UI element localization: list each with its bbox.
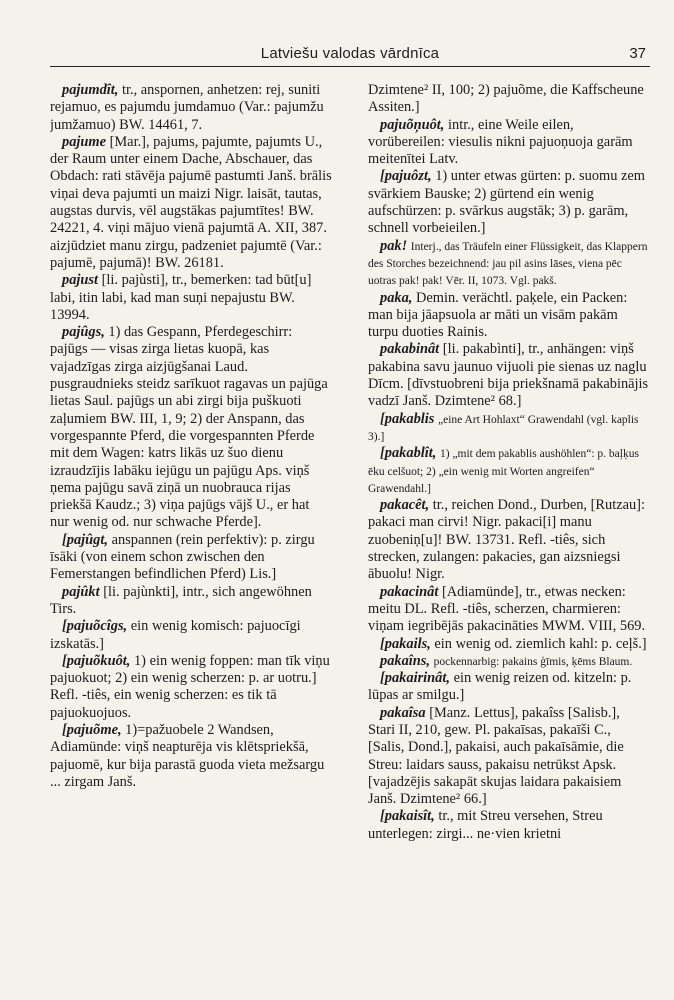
entry-text: 1) unter etwas gürten: p. suomu zem svārkiem Bauske; 2) gürtend ein wenig aufschürzen: p. svārkus augstāk; 3) p. garām, schnell vorbeieilen.]: [368, 168, 645, 237]
entry-headword: [pakairinât,: [380, 670, 450, 687]
entry-text: [li. pajùsti], tr., bemerken: tad būt[u] labi, itin labi, kad man suņi nepajustu BW. 13994.: [50, 272, 312, 323]
entry-text: ein wenig reizen od. kitzeln: p. lūpas ar smilgu.]: [368, 670, 632, 704]
entry-text: 1) ein wenig foppen: man tīk viņu pajuokuot; 2) ein wenig scherzen: p. ar uotru.] Refl. -tiês, ein wenig scherzen: es tik tā pajuokuojuos.: [50, 652, 330, 721]
dictionary-entry: [50, 532, 332, 584]
dictionary-entry: [50, 722, 332, 791]
entry-text: „eine Art Hohlaxt“ Grawendahl (vgl. kaplis 3).]: [368, 413, 639, 443]
dictionary-entry: [368, 584, 650, 636]
text-columns: [50, 82, 650, 994]
entry-headword: pakabinât: [380, 341, 440, 358]
entry-headword: [pajuôzt,: [380, 168, 432, 185]
right-column: [368, 82, 650, 994]
entry-headword: [pajuõcîgs,: [62, 618, 128, 635]
dictionary-entry: [368, 705, 650, 809]
dictionary-entry: [368, 636, 650, 653]
entry-text: tr., reichen Dond., Durben, [Rutzau]: pakaci man cirvi! Nigr. pakaci[i] manu zuobeniņ[u]! BW. 13731. Refl. -tiês, sich strecken, zulangen: pakacies, gan aizsniegsi ābuolu! Nigr.: [368, 497, 645, 583]
dictionary-entry: [50, 272, 332, 324]
entry-headword: pakacêt,: [380, 497, 430, 514]
entry-text: tr., anspornen, anhetzen: rej, suniti rejamuo, es pajumdu jumdamuo (Var.: pajumžu jumžamuo) BW. 14461, 7.: [50, 82, 324, 133]
entry-headword: pakaîns,: [380, 652, 430, 669]
page-number: 37: [629, 45, 646, 62]
entry-headword: [pakablis: [380, 410, 435, 427]
dictionary-entry: [368, 341, 650, 410]
entry-headword: pak!: [380, 237, 408, 254]
entry-text: [li. pajùnkti], intr., sich angewöhnen Tirs.: [50, 583, 312, 617]
entry-text: 1) „mit dem pakablis aushöhlen“: p. baļķus ēku celšuot; 2) „ein wenig mit Worten angreifen“ Grawendahl.]: [368, 448, 639, 495]
dictionary-entry: [368, 411, 650, 446]
dictionary-entry: [50, 324, 332, 532]
entry-headword: [pakails,: [380, 635, 431, 652]
entry-text: [li. pakabìnti], tr., anhängen: viņš pakabina savu jaunuo vijuoli pie sienas uz naglu Dīcm. [dīvstuobreni bija priekšnamā pakabinājis vadzī Janš. Dzimtene² 68.]: [368, 341, 649, 410]
entry-text: Dzimtene² II, 100; 2) pajuõme, die Kaffscheune Assiten.]: [368, 82, 644, 116]
entry-text: intr., eine Weile eilen, vorübereilen: viesulis nikni pajuoņuoja garām meitenītei Latv.: [368, 116, 633, 168]
entry-headword: [pakablît,: [380, 445, 437, 462]
entry-headword: [pajûgt,: [62, 531, 108, 548]
entry-headword: pajume: [62, 133, 106, 150]
entry-headword: pajuõņuôt,: [380, 116, 445, 133]
entry-text: pockennarbig: pakains ģīmis, ķēms Blaum.: [433, 655, 633, 668]
entry-text: Interj., das Träufeln einer Flüssigkeit, das Klappern des Storches bezeichnend: jau pil asins lāses, viena pēc uotras pak! pak! Vēr. II, 1073. Vgl. pakš.: [368, 240, 648, 288]
entry-text: [Manz. Lettus], pakaîss [Salisb.], Stari II, 210, gew. Pl. pakaīsas, pakaīši C., [Salis, Dond.], pakaisi, auch pakaīsāmie, die Streu: laidars sauss, pakaisu netrūkst Apsk. [vajadzējis sakapāt skujas laidara pakaisiem Janš. Dzimtene² 66.]: [368, 704, 624, 808]
page-header: [50, 44, 650, 67]
dictionary-entry: [50, 653, 332, 722]
entry-headword: pajumdît,: [62, 82, 119, 98]
dictionary-entry: [50, 584, 332, 619]
entry-text: ein wenig komisch: pajuocīgi izskatās.]: [50, 618, 301, 652]
entry-headword: paka,: [380, 289, 413, 306]
dictionary-entry: [368, 82, 650, 117]
dictionary-entry: [368, 117, 650, 169]
entry-headword: pakaîsa: [380, 704, 426, 721]
entry-headword: [pakaisît,: [380, 808, 435, 825]
dictionary-entry: [368, 238, 650, 290]
entry-headword: pajûkt: [62, 583, 100, 600]
running-title: Latviešu valodas vārdnīca: [260, 45, 440, 62]
entry-text: anspannen (rein perfektiv): p. zirgu īsāki (von einem schon zwischen den Femerstangen befindlichen Pferd) Lis.]: [50, 531, 315, 583]
entry-headword: [pajuõkuôt,: [62, 652, 131, 669]
dictionary-entry: [50, 82, 332, 134]
entry-headword: [pajuõme,: [62, 721, 122, 738]
dictionary-entry: [368, 497, 650, 583]
dictionary-entry: [368, 653, 650, 670]
entry-text: [Mar.], pajums, pajumte, pajumts U., der Raum unter einem Dache, Abschauer, das Obdach: rati stāvēja pajumē pastumti Janš. brālis viņai deva pajumti un maizi Nigr. laisāt, tautas, augstas durvis, vēl augstākas pajumtītes! BW. 24221, 4. viņi mājuo vienā pajumtā A. XII, 387. aizjūdziet manu zirgu, padzeniet pajumtē (Var.: pajumē, pajumā)! BW. 26181.: [50, 133, 332, 271]
entry-headword: pajust: [62, 272, 98, 289]
entry-text: 1) das Gespann, Pferdegeschirr: pajūgs — visas zirga lietas kuopā, kas vajadzīgas zirga aizjūgšanai Laud. pusgraudnieks steidz sarīkuot ragavas un pajūga lietas Saul. pajūgs un abi zirgi bija puškuoti zaļumiem BW. III, 1, 9; 2) der Anspann, das vorgespannte Pferd, die vorgespannten Pferde mit dem Wagen: katrs likās uz šuo dienu izraudzījis labāku iejūgu un pajūgu Aps. viņš ņema pajūgu savā ziņā un nuobrauca rijas priekšā Kaudz.; 3) viņa pajūgs vājš U., er hat nur wenig od. nur schwache Pferde].: [50, 324, 328, 531]
entry-text: [Adiamünde], tr., etwas necken: meitu DL. Refl. -tiês, scherzen, charmieren: viņam iegribējās pakacināties MWM. VIII, 569.: [368, 583, 646, 635]
left-column: [50, 82, 332, 994]
entry-text: Demin. verächtl. paķele, ein Packen: man bija jāapsuola ar māti un visām pakām turpu duoties Rainis.: [368, 289, 628, 341]
entry-text: ein wenig od. ziemlich kahl: p. ceļš.]: [434, 635, 647, 652]
dictionary-entry: [50, 618, 332, 653]
entry-text: tr., mit Streu versehen, Streu unterlegen: zirgi... ne·vien krietni: [368, 808, 603, 842]
entry-headword: pakacinât: [380, 583, 439, 600]
dictionary-entry: [368, 445, 650, 497]
entry-text: 1)=pažuobele 2 Wandsen, Adiamünde: viņš neapturēja vis klētspriekšā, pajuomē, kur bija parastā guoda vieta mežsargu ... zirgam Janš.: [50, 721, 325, 790]
dictionary-entry: [368, 670, 650, 705]
dictionary-entry: [368, 808, 650, 843]
dictionary-entry: [368, 290, 650, 342]
entry-headword: pajûgs,: [62, 324, 105, 341]
dictionary-entry: [50, 134, 332, 272]
dictionary-entry: [368, 168, 650, 237]
